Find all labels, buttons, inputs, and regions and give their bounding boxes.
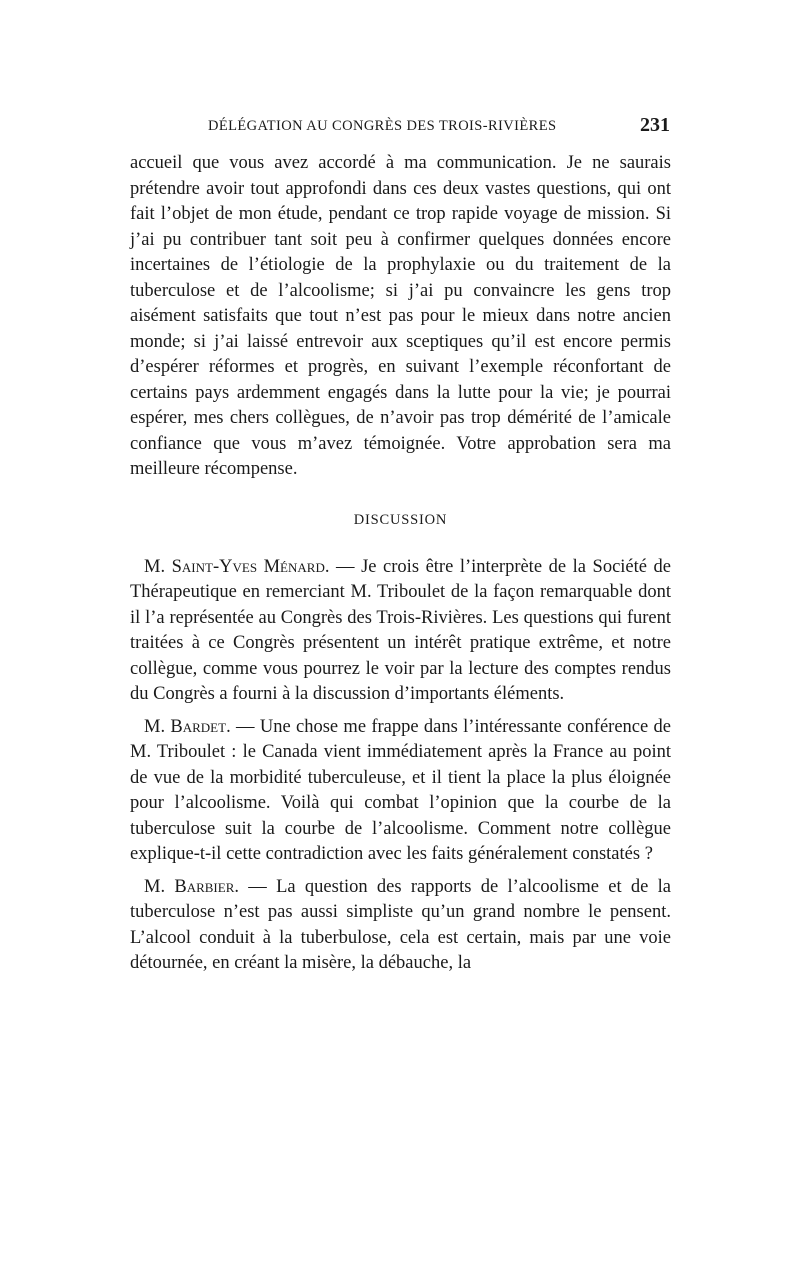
section-heading: DISCUSSION bbox=[353, 511, 448, 528]
running-header bbox=[130, 116, 670, 140]
running-title: DÉLÉGATION AU CONGRÈS DES TROIS-RIVIÈRES bbox=[208, 118, 557, 134]
page-body bbox=[130, 151, 671, 977]
speech-paragraph bbox=[130, 555, 671, 708]
speaker-name: M. Barbier. bbox=[144, 876, 240, 897]
speaker-name: M. Saint-Yves Ménard. bbox=[144, 556, 330, 577]
speech-paragraph bbox=[130, 715, 671, 868]
page-number: 231 bbox=[640, 114, 670, 136]
speech-text: — Une chose me frappe dans l’intéressante conférence de M. Triboulet : le Canada vient immédiatement après la France au point de vue de la morbidité tuberculeuse, et il tient la place la plus éloignée pour l’alcoolisme. Voilà qui combat l’opinion que la courbe de la tuberculose suit la courbe de l’alcoolisme. Comment notre collègue explique-t-il cette contradiction avec les faits généralement constatés ? bbox=[130, 716, 671, 864]
speaker-name: M. Bardet. bbox=[144, 716, 231, 737]
speech-text: — Je crois être l’interprète de la Société de Thérapeutique en remerciant M. Triboulet de la façon remarquable dont il l’a représentée au Congrès des Trois-Rivières. Les questions qui furent traitées à ce Congrès présentent un intérêt pratique extrême, et notre collègue, comme vous pourrez le voir par la lecture des comptes rendus du Congrès a fourni à la discussion d’importants éléments. bbox=[130, 556, 672, 704]
speech-text: — La question des rapports de l’alcoolisme et de la tuberculose n’est pas aussi simpliste qu’un grand nombre le pensent. L’alcool conduit à la tuberbulose, cela est certain, mais par une voie détournée, en créant la misère, la débauche, la bbox=[130, 876, 671, 973]
intro-paragraph: accueil que vous avez accordé à ma communication. Je ne saurais prétendre avoir tout approfondi dans ces deux vastes questions, qui ont fait l’objet de mon étude, pendant ce trop rapide voyage de mission. Si j’ai pu contribuer tant soit peu à confirmer quelques données encore incertaines de l’étiologie de la prophylaxie ou du traitement de la tuberculose et de l’alcoolisme; si j’ai pu convaincre les gens trop aisément satisfaits que tout n’est pas pour le mieux dans notre ancien monde; si j’ai laissé entrevoir aux sceptiques qu’il est encore permis d’espérer réformes et progrès, en suivant l’exemple réconfortant de certains pays ardemment engagés dans la lutte pour la vie; je pourrai espérer, mes chers collègues, de n’avoir pas trop démérité de l’amicale confiance que vous m’avez témoignée. Votre approbation sera ma meilleure récompense. bbox=[130, 153, 671, 479]
speech-paragraph bbox=[130, 875, 671, 977]
